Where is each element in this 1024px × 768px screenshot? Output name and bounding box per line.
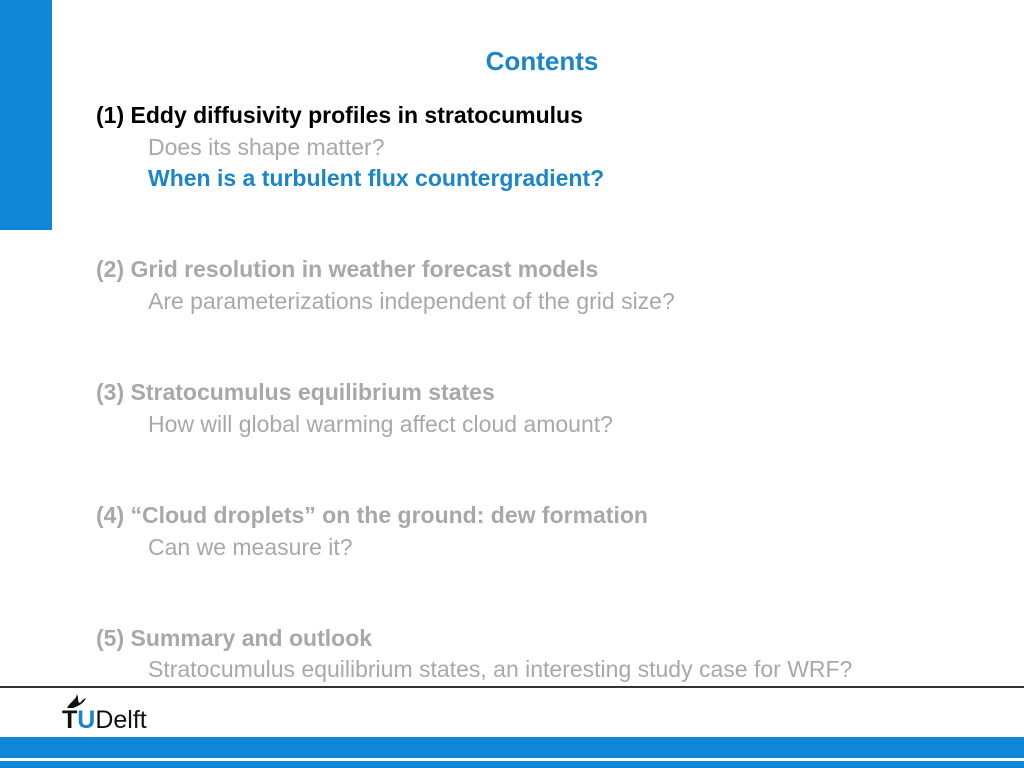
contents-item-3-title: (3) Stratocumulus equilibrium states <box>96 379 495 405</box>
footer-divider <box>0 686 1024 688</box>
logo-wordmark <box>62 706 147 735</box>
contents-item-4-sub-1: Can we measure it? <box>148 534 353 560</box>
tudelft-logo <box>62 690 172 736</box>
contents-item-5-sub-1: Stratocumulus equilibrium states, an interesting study case for WRF? <box>148 656 853 682</box>
logo-u: U <box>77 706 96 734</box>
contents-item-3-sub-1: How will global warming affect cloud amount? <box>148 411 613 437</box>
contents-item-2-sub-1: Are parameterizations independent of the grid size? <box>148 288 675 314</box>
contents-item-1-title: (1) Eddy diffusivity profiles in stratocumulus <box>96 102 583 128</box>
contents-item-5-title: (5) Summary and outlook <box>96 625 373 651</box>
side-accent-bar <box>0 0 52 230</box>
contents-item-4-title: (4) “Cloud droplets” on the ground: dew formation <box>96 502 648 528</box>
footer-stripe <box>0 761 1024 768</box>
slide-title: Contents <box>485 46 599 76</box>
logo-t: T <box>62 706 78 734</box>
contents-item-1-sub-2: When is a turbulent flux countergradient? <box>148 165 605 191</box>
footer-band <box>0 737 1024 758</box>
contents-item-2-title: (2) Grid resolution in weather forecast models <box>96 256 599 282</box>
contents-item-1-sub-1: Does its shape matter? <box>148 134 385 160</box>
logo-delft: Delft <box>95 706 147 734</box>
